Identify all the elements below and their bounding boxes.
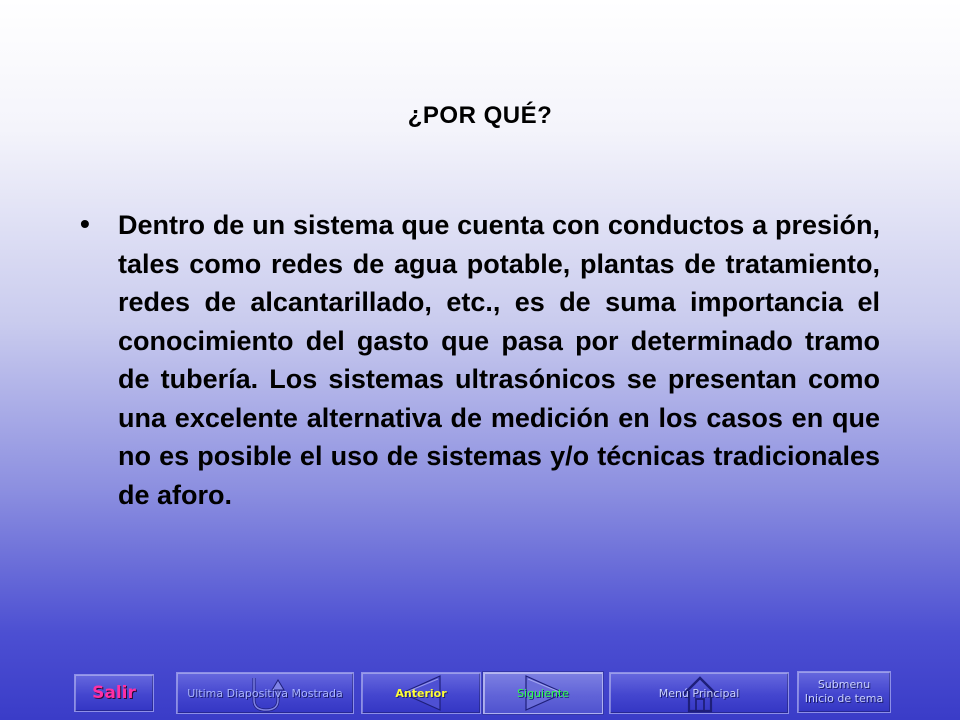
topic-start-label: Inicio de tema — [804, 692, 884, 705]
submenu-label: Submenu — [817, 678, 871, 691]
exit-button-label: Salir — [92, 683, 136, 703]
submenu-button[interactable] — [797, 671, 891, 713]
next-button-label: Siguiente — [517, 686, 569, 700]
last-viewed-slide-button[interactable] — [176, 672, 354, 714]
bullet-paragraph: Dentro de un sistema que cuenta con conductos a presión, tales como redes de agua potable, plantas de tratamiento, redes de alcantarillado, etc., es de suma importancia el conocimiento del gasto que pasa por determinado tramo de tubería. Los sistemas ultrasónicos se presentan como una excelente alternativa de medición en los casos en que no es posible el uso de sistemas y/o técnicas tradicionales de aforo. — [118, 210, 880, 510]
previous-button-label: Anterior — [395, 686, 447, 700]
slide-title: ¿POR QUÉ? — [407, 102, 553, 129]
main-menu-button[interactable] — [609, 672, 789, 714]
last-viewed-slide-label: Ultima Diapositiva Mostrada — [187, 686, 343, 700]
next-button[interactable] — [483, 672, 603, 714]
exit-button[interactable] — [74, 674, 154, 712]
main-menu-label: Menú Principal — [658, 686, 740, 700]
bullet-marker: • — [80, 208, 90, 239]
previous-button[interactable] — [361, 672, 481, 714]
